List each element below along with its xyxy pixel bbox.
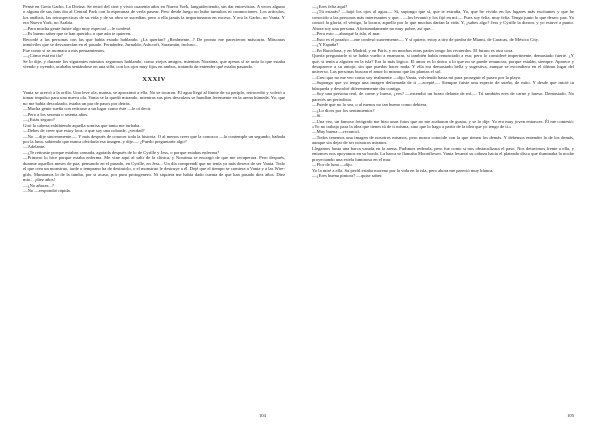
right-paragraph: —Flor de luna —dijo. (312, 162, 353, 168)
right-paragraph: —¿Lo dices por los sentimientos? (312, 107, 375, 113)
left-paragraph: —Pero a los sesenta o setenta años. (23, 111, 89, 117)
right-paragraph: Llegamos hasta una barca varada en la arena. Pudimos redearla, pero fue como si nos obstaculizara el paso. Nos detuvimos frente a ella, y entonces nos apoyamos en su borda. La barca se llamaba Moonflower. Vania levantó su cabeza hacia el plateado disco que iluminaba la noche proyectando una estela luminosa en el mar. (312, 145, 574, 162)
left-page-text (23, 4, 285, 194)
right-paragraph: —Supongo que yo tengo una imagen deformada de ti —acepté—. Siempre fuiste una especie de sueño, de mito. Y desde que inicié tu búsqueda y descubrí diferentemente dar contigo. (312, 80, 574, 91)
left-paragraph: Giró la cabeza exhibiendo aquella sonrisa que tanto me turbaba. (23, 122, 141, 128)
left-paragraph: Recordé a las personas con las que había estado hablando. ¿La querían? ¿Realmente...? De pronto me parecieron máscaras. Máscaras inmóviles que se desvanecían en el pasado. Fernández, Jurnaldo, Ashcroft, Sarasmán, incluso... (23, 36, 285, 48)
right-page (312, 4, 574, 418)
chapter-title: XXXIV (142, 76, 166, 84)
right-paragraph: —Esto es el paraíso —me confesó suavemente—. Y sí quiero, estoy a tiro de piedra de Miami, de Caracas, de México City. (312, 36, 539, 42)
right-paragraph: Quería preguntarle si se había vuelto a enamorar, si también había renunciado a eso; pero lo consideré impertinente, demasiado fuerte. ¿Y qué, si tenía a alguien en la isla? Era lo más lógico. El amor es lo único a lo que no se puede renunciar, porque estalán, siempre. Aparece y desaparece a su antojo, sin que puedas hacer nada. Y ella era demasiado bella y sugestiva, aunque se escondiera en el último lugar del universo. Las personas buscan el amor lo mismo que las plantas el sol. (312, 53, 574, 75)
left-paragraph: —Debes de creer que estoy loca, o que soy una cobarde, ¿verdad? (23, 128, 145, 134)
right-paragraph: —¿Y España? (312, 42, 339, 48)
right-paragraph: —Todos tenemos una imagen de nosotros mismos, pero nunca coincide con la que tienen los demás. Y debemos entender la de los demás, aunque sin dejar de ser nosotros mismos. (312, 134, 574, 146)
right-paragraph: —¿Eres feliz aquí? (312, 4, 348, 9)
right-paragraph: Yo la miré a ella. Su perfil estaba moreno por la vida en la isla, pero ahora me pareció muy blanca. (312, 167, 494, 173)
left-paragraph: —¿Estás seguro? (23, 117, 55, 123)
right-paragraph: —¿Tú estarás? —hajó los ojos al agua—. Sí, supongo que sí, que te extraña. Yo, que he vivido en los lugares más excitantes y que he conocido a las personas más interesantes y que... —los levantó y los fijó en mí—. Pues soy feliz, muy feliz. Tengo junto lo que deseo: paz. Yo conocí la gloria, el vértigo, la locura, aquello por lo que muchas darían la vida. Y, ¿sabes algo? Jess y Cyrille la dieron, y yo estuve a punto. Ahora soy una persona. Afortunadamente no muy pobre, así que... (312, 9, 574, 31)
right-paragraph: —Pero esto —abarqué la isla, el mar. (312, 31, 381, 37)
left-paragraph: —No —dije sinceramente—. Y más después de conocer toda la historia. O al menos creer que la conozco —la contemple un segundo, bañada por la luna, sabiendo que nunca olvidaría esa imagen, y dije—: ¿Puedo preguntarte algo? (23, 133, 285, 144)
page-number-right: 105 (567, 413, 574, 418)
right-paragraph: —Soy una persona real, de carne y hueso, ¿ves? —extendió un brazo delante de mí—. Tú también eres de carne y hueso. Demasiado. No parecés un periodista. (312, 91, 574, 102)
right-paragraph: —En Barcelona, y en Madrid, y en París, y en muchas otras partes tengo los recuerdos. El futuro es otra cosa. (312, 47, 514, 53)
left-paragraph: —¿Cómo está mi tía? (23, 53, 63, 59)
left-paragraph: —¿No añoras...? (23, 182, 54, 188)
right-paragraph: —¿Eres buena pintora? —quise saber. (312, 173, 383, 179)
left-paragraph: Fue como si se asomara a mis pensamientos. (23, 47, 106, 53)
right-paragraph: —Puede que no lo sea, o al menos no tan bueno como debiera. (312, 102, 428, 108)
left-paragraph: Se lo dije, y durante los siguientes minutos seguimos hablando, como viejos amigos, mientras Noraima, que ajenas sí se unía lo que estaba viendo y oyendo, acababa sentándose en una silla, con los ojos muy fijos en ambos, tratando de entender qué estaba pasando. (23, 58, 285, 69)
right-paragraph: —Muy buena —reconocí. (312, 129, 361, 135)
left-paragraph: —¿Te retiraste porque estabas cansada, agotada después de lo de Cyrille y Jess, o porque estabas enferma? (23, 149, 220, 155)
left-paragraph: —No —respondió rápida. (23, 188, 71, 194)
left-paragraph: Vania se acercó a la orilla. Una leve ola, mansa, se aproximó a ella. No se tocaron. El agua llegó al límite de su periplo, retrocedió y volvió a tomar impulso para una nueva ola. Vania se la quedó mirando, mientras sus pies descalzos se hundían levemente en la arena húmeda. Yo, que no me había descalzado, estaba un par de pasos por detrás. (23, 89, 285, 106)
right-paragraph: —Creo que no me veo como soy realmente —dijo Vania, volviendo hasta mí para proseguir el paseo por la playa. (312, 74, 521, 80)
left-paragraph: —Mucha gente sueña con retirarse a un lugar como éste —le oí decir. (23, 106, 152, 112)
left-paragraph: —Adelante. (23, 144, 46, 150)
right-page-text (312, 4, 574, 179)
right-paragraph: —Sí. (312, 113, 322, 119)
right-paragraph: —Una vez, un famoso fotógrafo me hizo unas fotos que no me acabaron de gustar, y se lo dije. Yo era muy joven entonces. Él me contestó: «Yo no trabajo para la idea que tienes tú de ti misma, sino que lo hago a partir de la idea que yo tengo de ti.» (312, 118, 574, 129)
left-paragraph: —Para mucha gente fuiste algo muy especial —le confesé. (23, 25, 132, 31)
left-paragraph: —Primero lo hice porque estaba enferma. Me vine aquí al salir de la clínica, y Noraima se encargó de que me recuperara. Pero después, durante aquellos meses de paz, pensando en el pasado, en Cyrille, en Jess... Un día comprendí que no tenía ya más deseos de ser Vania. Todo el que crea un monstruo, tarde o temprano ha de destruirlo, o el monstruo le destruye a él. Dejé que el tiempo se comiera a Vania y a las Wire-girls. Muntamos lo de la tumba, por si acaso, por pura protogenero. Ni siquiera me había dado cuenta de que han pasado diez años. Diez mio... ¡diez años! (23, 155, 285, 183)
left-page (23, 4, 285, 418)
left-paragraph: Pensé en Greta Garbo, La Divina. Se retiró del cine y vivió cuarenta años en Nueva York, languideciendo, sin dar entrevistas. A veces alguno o alguna de sus fans iba al Central Park con la esperanza de verla pasear. Pero desde luego no hubo tumultos ni conmociones. Los artículos, los análisis, las retrospectivas de su vida y de su obra se sucedían, pero a ella jamás la importunaron en exceso. Y era la Garbo, no Vania. Y era Nueva York, no Arabia. (23, 4, 285, 26)
left-paragraph: —Es bueno saber que te han querido, o que aún te quieren. (23, 31, 132, 37)
page-number-left: 104 (259, 413, 266, 418)
